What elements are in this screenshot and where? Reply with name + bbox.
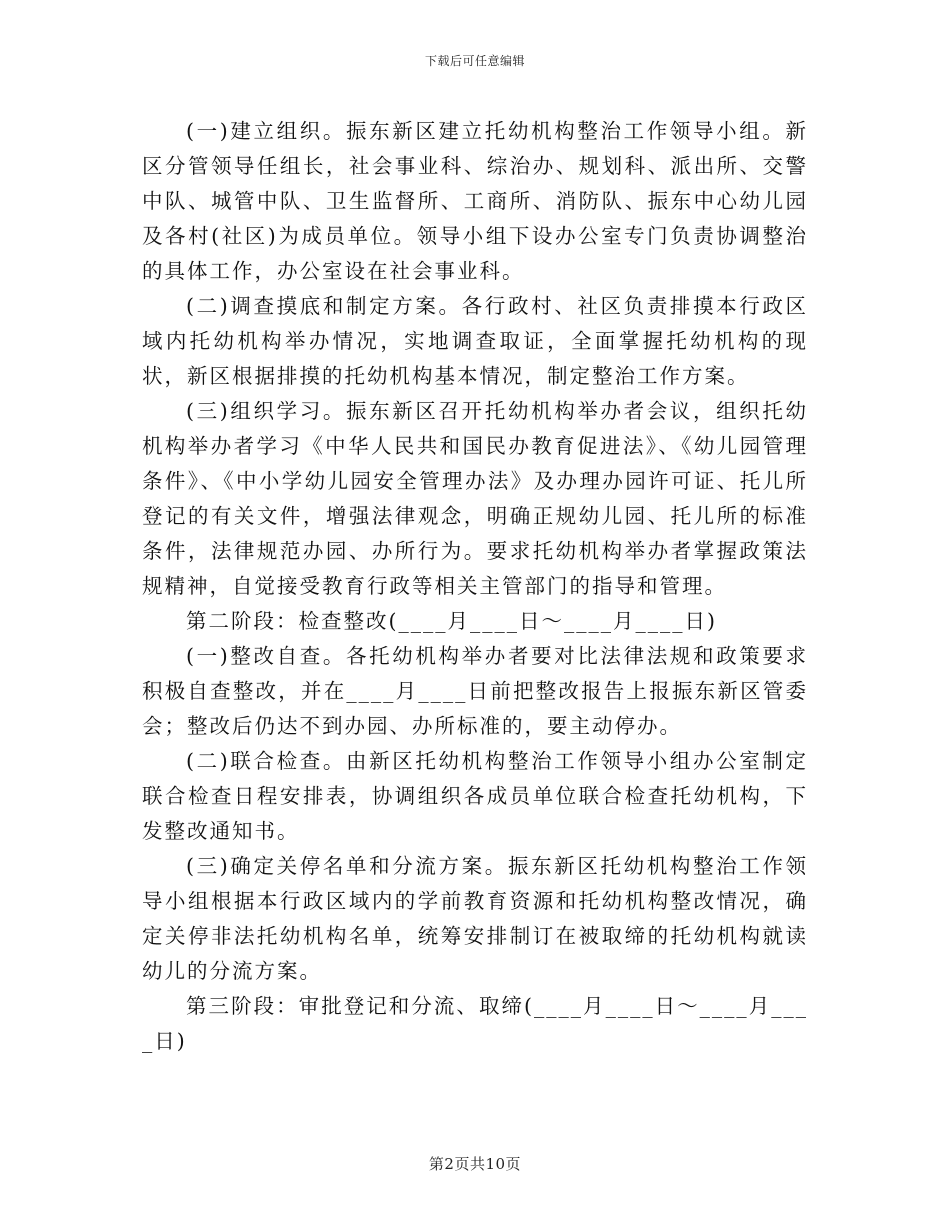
paragraph-organize-study: (三)组织学习。振东新区召开托幼机构举办者会议，组织托幼机构举办者学习《中华人民共和国民办教育促进法》、《幼儿园管理条件》、《中小学幼儿园安全管理办法》及办理办园许可证、托儿所登记的有关文件，增强法律观念，明确正规幼儿园、托儿所的标准条件，法律规范办园、办所行为。要求托幼机构举办者掌握政策法规精神，自觉接受教育行政等相关主管部门的指导和管理。 — [142, 399, 808, 598]
paragraph-joint-inspection: (二)联合检查。由新区托幼机构整治工作领导小组办公室制定联合检查日程安排表，协调组织各成员单位联合检查托幼机构，下发整改通知书。 — [142, 749, 808, 843]
paragraph-stage-two-heading: 第二阶段：检查整改(____月____日～____月____日) — [186, 609, 717, 633]
document-body — [142, 114, 808, 1059]
page-header: 下载后可任意编辑 — [424, 54, 525, 68]
paragraph-closure-list: (三)确定关停名单和分流方案。振东新区托幼机构整治工作领导小组根据本行政区域内的学前教育资源和托幼机构整改情况，确定关停非法托幼机构名单，统筹安排制订在被取缔的托幼机构就读幼儿的分流方案。 — [142, 854, 808, 983]
paragraph-stage-three-heading: 第三阶段：审批登记和分流、取缔(____月____日～____月____日) — [142, 994, 808, 1053]
paragraph-self-inspection: (一)整改自查。各托幼机构举办者要对比法律法规和政策要求积极自查整改，并在____月____日前把整改报告上报振东新区管委会；整改后仍达不到办园、办所标准的，要主动停办。 — [142, 644, 808, 738]
paragraph-establish-organization: (一)建立组织。振东新区建立托幼机构整治工作领导小组。新区分管领导任组长，社会事业科、综治办、规划科、派出所、交警中队、城管中队、卫生监督所、工商所、消防队、振东中心幼儿园及各村(社区)为成员单位。领导小组下设办公室专门负责协调整治的具体工作，办公室设在社会事业科。 — [142, 119, 808, 283]
paragraph-survey-and-plan: (二)调查摸底和制定方案。各行政村、社区负责排摸本行政区域内托幼机构举办情况，实地调查取证，全面掌握托幼机构的现状，新区根据排摸的托幼机构基本情况，制定整治工作方案。 — [142, 294, 808, 388]
page-footer: 第2页共10页 — [428, 1155, 522, 1173]
